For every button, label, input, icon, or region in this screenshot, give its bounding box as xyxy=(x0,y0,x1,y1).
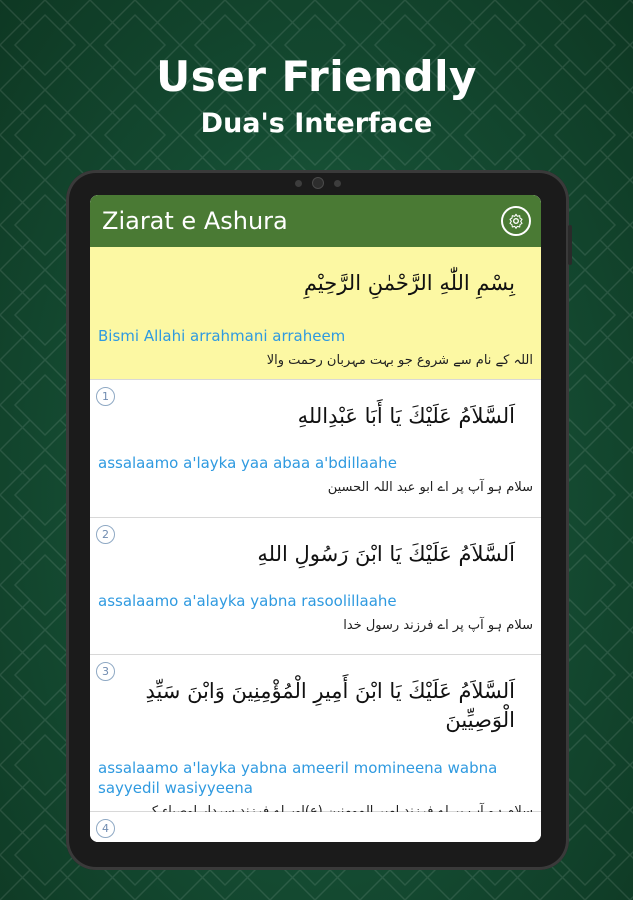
sensor-dot xyxy=(334,180,341,187)
transliteration-text: assalaamo a'alayka yabna rasoolillaahe xyxy=(98,592,397,611)
app-title: Ziarat e Ashura xyxy=(102,207,288,235)
verse-number-badge: 1 xyxy=(96,387,115,406)
arabic-text: اَلسَّلاَمُ عَلَيْكَ يَا ابْنَ أَمِيرِ الْمُؤْمِنِينَ وَابْنَ سَيِّدِ الْوَصِيِّينَ xyxy=(145,679,515,733)
app-bar xyxy=(90,195,541,247)
verse-item-3[interactable] xyxy=(90,655,541,812)
side-button xyxy=(568,225,572,265)
gear-icon xyxy=(508,213,524,229)
transliteration-text: assalaamo a'layka yaa abaa a'bdillaahe xyxy=(98,454,397,473)
camera-bar xyxy=(295,177,341,189)
verse-item-1[interactable] xyxy=(90,380,541,518)
transliteration-text: assalaamo a'layka yabna ameeril momineena wabna sayyedil wasiyyeena xyxy=(98,758,498,798)
sensor-dot xyxy=(295,180,302,187)
promo-subheadline: Dua's Interface xyxy=(200,108,433,139)
verse-item-4[interactable] xyxy=(90,812,541,842)
settings-button[interactable] xyxy=(501,206,531,236)
arabic-text: اَلسَّلاَمُ عَلَيْكَ يَا أَبَا عَبْدِاللهِ xyxy=(297,404,515,428)
translation-text: سلام ہو آپ پر اے فرزند رسول خدا xyxy=(343,617,533,633)
verse-number-badge: 4 xyxy=(96,819,115,838)
verse-item-2[interactable] xyxy=(90,518,541,655)
verse-number-badge: 2 xyxy=(96,525,115,544)
camera-icon xyxy=(312,177,324,189)
translation-text: اللہ کے نام سے شروع جو بہت مہربان رحمت والا xyxy=(266,352,533,368)
arabic-text: بِسْمِ اللّٰهِ الرَّحْمٰنِ الرَّحِيْمِ xyxy=(303,271,515,295)
tablet-frame xyxy=(66,170,569,870)
app-screen xyxy=(90,195,541,842)
arabic-text: اَلسَّلاَمُ عَلَيْكَ يَا ابْنَ رَسُولِ اللهِ xyxy=(257,542,515,566)
translation-text: سلام ہو آپ پر اے ابو عبد اللہ الحسین xyxy=(327,479,533,495)
verse-number-badge: 3 xyxy=(96,662,115,681)
verse-item-bismillah[interactable] xyxy=(90,247,541,380)
promo-headline: User Friendly xyxy=(156,52,477,101)
verse-list[interactable] xyxy=(90,247,541,842)
transliteration-text: Bismi Allahi arrahmani arraheem xyxy=(98,327,346,346)
